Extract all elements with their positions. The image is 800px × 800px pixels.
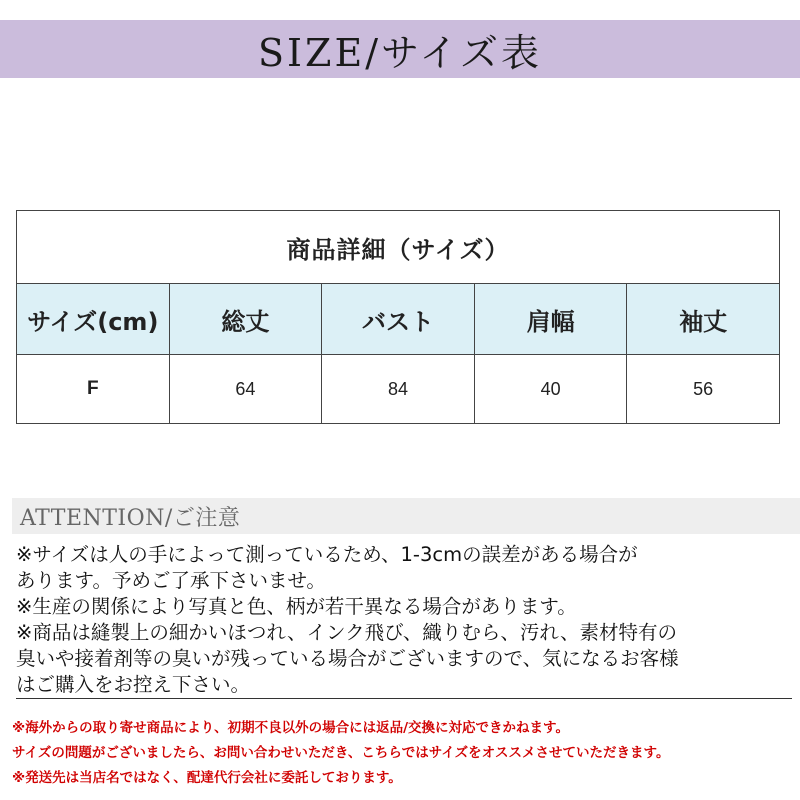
note-line: 臭いや接着剤等の臭いが残っている場合がございますので、気になるお客様: [16, 647, 679, 670]
table-title-row: [17, 211, 780, 284]
warning-line: サイズの問題がございましたら、お問い合わせいただき、こちらではサイズをオススメさせていただきます。: [12, 745, 670, 761]
warning-line: ※発送先は当店名ではなく、配達代行会社に委託しております。: [12, 770, 402, 786]
header-length: 総丈: [169, 284, 322, 355]
cell-shoulder: 40: [474, 355, 627, 424]
note-line: ※商品は縫製上の細かいほつれ、インク飛び、織りむら、汚れ、素材特有の: [16, 621, 678, 644]
note-line: はご購入をお控え下さい。: [16, 673, 251, 696]
warning-notes: [12, 716, 792, 791]
page-title: SIZE/サイズ表: [258, 30, 542, 75]
attention-notes: [16, 542, 792, 699]
note-line: ※生産の関係により写真と色、柄が若干異なる場合があります。: [16, 595, 577, 618]
table-header-row: [17, 284, 780, 355]
page-title-banner: [0, 20, 800, 78]
attention-label: ATTENTION/ご注意: [20, 505, 241, 531]
note-line: ※サイズは人の手によって測っているため、1-3cmの誤差がある場合が: [16, 543, 638, 566]
header-shoulder: 肩幅: [474, 284, 627, 355]
cell-length: 64: [169, 355, 322, 424]
warning-line: ※海外からの取り寄せ商品により、初期不良以外の場合には返品/交換に対応できかねます。: [12, 720, 569, 736]
header-bust: バスト: [322, 284, 475, 355]
size-table: [16, 210, 780, 424]
attention-header: [12, 498, 800, 534]
cell-bust: 84: [322, 355, 475, 424]
header-size: サイズ(cm): [17, 284, 170, 355]
note-line: あります。予めご了承下さいませ。: [16, 569, 326, 592]
table-title: 商品詳細（サイズ）: [17, 211, 780, 284]
header-sleeve: 袖丈: [627, 284, 780, 355]
cell-sleeve: 56: [627, 355, 780, 424]
table-row: [17, 355, 780, 424]
cell-size: F: [17, 355, 170, 424]
